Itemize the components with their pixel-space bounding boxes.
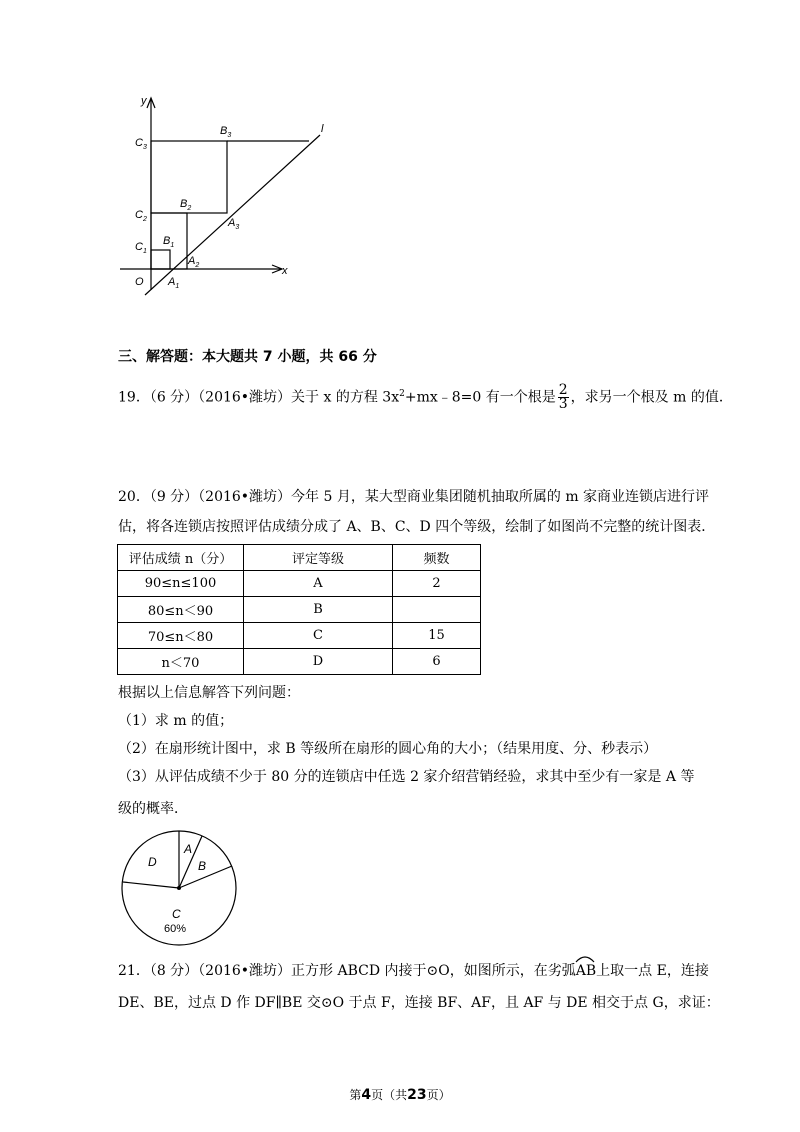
q19-fraction (558, 384, 569, 411)
score-table (117, 544, 481, 675)
q19-fraction-numerator: 2 (558, 382, 568, 398)
label-b2: $B_2$ (180, 198, 192, 212)
label-a1: $A_1$ (168, 276, 180, 290)
q19-exponent: 2 (399, 388, 405, 399)
q20-line-2: 估，将各连锁店按照评估成绩分成了 A、B、C、D 四个等级，绘制了如图尚不完整的统计图表． (118, 519, 716, 535)
table-cell: D (244, 649, 393, 675)
label-a3: $A_3$ (228, 217, 240, 231)
coordinate-diagram (110, 90, 350, 300)
question-19 (118, 384, 733, 411)
pie-label-c: C (172, 907, 181, 921)
label-b3: $B_3$ (220, 125, 232, 139)
q20-sub-3-line-2: 级的概率． (118, 801, 188, 817)
q19-suffix: ，求另一个根及 m 的值． (570, 389, 733, 406)
label-origin: O (135, 276, 144, 288)
label-l: l (321, 123, 324, 135)
footer-post: 页） (426, 1088, 451, 1102)
square-3 (151, 141, 227, 213)
table-cell: B (244, 597, 393, 623)
q21-arc-ab (576, 963, 596, 979)
pie-label-d: D (148, 855, 157, 869)
pie-label-b: B (198, 859, 207, 873)
table-row (118, 623, 481, 649)
label-x: x (282, 265, 288, 277)
table-cell: C (244, 623, 393, 649)
footer-mid: 页（共 (371, 1088, 408, 1102)
table-row (118, 571, 481, 597)
table-cell: 2 (393, 571, 481, 597)
table-header-cell: 评定等级 (244, 545, 393, 571)
table-row (118, 597, 481, 623)
table-cell: 15 (393, 623, 481, 649)
q19-fraction-denominator: 3 (558, 396, 568, 412)
pie-label-a: A (184, 842, 193, 856)
q21-arc-label: AB (575, 963, 597, 979)
pie-chart (118, 826, 243, 951)
q21-prefix: 21．（8 分）（2016•潍坊）正方形 ABCD 内接于⊙O，如图所示，在劣弧 (118, 963, 576, 979)
label-b1: $B_1$ (163, 235, 175, 249)
footer-total-pages: 23 (407, 1087, 427, 1103)
q20-intro: 根据以上信息解答下列问题： (118, 685, 300, 701)
arc-symbol-icon (575, 955, 595, 963)
table-cell: 70≤n＜80 (118, 623, 244, 649)
footer-page-number: 4 (361, 1087, 372, 1103)
table-cell: A (244, 571, 393, 597)
q19-prefix: 19．（6 分）（2016•潍坊）关于 x 的方程 3x (118, 389, 400, 406)
q20-sub-2: （2）在扇形统计图中，求 B 等级所在扇形的圆心角的大小；（结果用度、分、秒表示） (118, 741, 658, 757)
label-c1: $C_1$ (135, 241, 147, 255)
section-heading: 三、解答题：本大题共 7 小题，共 66 分 (118, 349, 377, 365)
table-header-row (118, 545, 481, 571)
table-header-cell: 频数 (393, 545, 481, 571)
label-c3: $C_3$ (135, 137, 147, 151)
q20-sub-1: （1）求 m 的值； (118, 713, 234, 729)
footer-pre: 第 (349, 1088, 362, 1102)
q20-line-1: 20．（9 分）（2016•潍坊）今年 5 月，某大型商业集团随机抽取所属的 m 家商业连锁店进行评 (118, 489, 710, 505)
pie-center-dot (177, 886, 181, 890)
q21-line-2: DE、BE，过点 D 作 DF∥BE 交⊙O 于点 F，连接 BF、AF，且 AF 与 DE 相交于点 G，求证： (118, 995, 720, 1011)
table-header-cell: 评估成绩 n（分） (118, 545, 244, 571)
table-cell: 6 (393, 649, 481, 675)
q19-mid: +mx﹣8=0 有一个根是 (404, 389, 556, 406)
table-cell: n＜70 (118, 649, 244, 675)
q21-suffix: 上取一点 E，连接 (596, 963, 709, 979)
q20-sub-3-line-1: （3）从评估成绩不少于 80 分的连锁店中任选 2 家介绍营销经验，求其中至少有一家是 A 等 (118, 769, 695, 785)
pie-radius-d (123, 882, 179, 888)
line-l (145, 135, 320, 295)
label-y: y (141, 95, 147, 107)
table-cell (393, 597, 481, 623)
pie-label-c-percent: 60% (164, 923, 187, 935)
label-c2: $C_2$ (135, 209, 147, 223)
table-row (118, 649, 481, 675)
page-footer (0, 1086, 800, 1103)
table-cell: 80≤n＜90 (118, 597, 244, 623)
q21-line-1 (118, 960, 709, 980)
table-cell: 90≤n≤100 (118, 571, 244, 597)
label-a2: $A_2$ (188, 255, 200, 269)
square-1 (151, 250, 170, 269)
